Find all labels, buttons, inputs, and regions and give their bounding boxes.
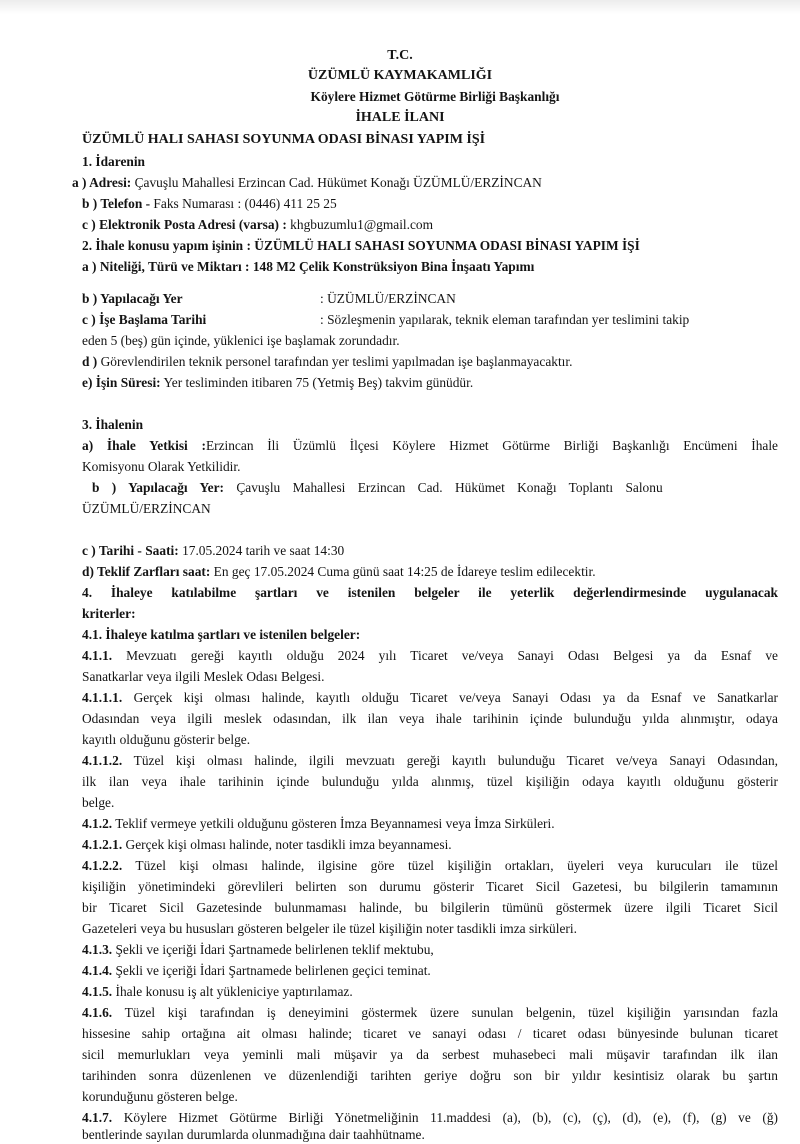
- s2-heading: 2. İhale konusu yapım işinin : ÜZÜMLÜ HALI SAHASI SOYUNMA ODASI BİNASI YAPIM İŞİ: [82, 238, 640, 253]
- p4111-line3: kayıtlı olduğunu gösterir belge.: [82, 732, 251, 747]
- p4122-line1: [82, 857, 778, 874]
- s3-heading: 3. İhalenin: [82, 417, 144, 432]
- p4111-line1: [82, 689, 778, 706]
- p4122-text: Tüzel kişi olması halinde, ilgisine göre tüzel kişiliğin ortakları, üyeleri veya kurucuları ile tüzel: [122, 858, 778, 873]
- s3-a-text: Erzincan İli Üzümlü İlçesi Köylere Hizmet Götürme Birliği Başkanlığı Encümeni İhale: [205, 438, 778, 453]
- p4121-line1: [82, 836, 452, 853]
- s3-a-line1: [82, 437, 778, 454]
- s3-b-line2: ÜZÜMLÜ/ERZİNCAN: [82, 501, 211, 516]
- s3-b-text: Çavuşlu Mahallesi Erzincan Cad. Hükümet Konağı Toplantı Salonu: [224, 480, 663, 495]
- scan-edge: [0, 0, 800, 14]
- s2-c-label: c ) İşe Başlama Tarihi: [82, 312, 207, 327]
- s3-a-label: a) İhale Yetkisi :: [82, 438, 206, 453]
- p414-text: Şekli ve içeriği İdari Şartnamede belirlenen geçici teminat.: [112, 963, 431, 978]
- p4112-text: Tüzel kişi olması halinde, ilgili mevzuatı gereği kayıtlı bulunduğu Ticaret ve/veya Sanayi Odasından,: [122, 753, 778, 768]
- s1-address: [72, 174, 542, 191]
- p4111-text: Gerçek kişi olması halinde, kayıtlı olduğu Ticaret ve/veya Sanayi Odası ya da Esnaf ve Sanatkarlar: [122, 690, 778, 705]
- s4-heading-line1: 4. İhaleye katılabilme şartları ve istenilen belgeler ile yeterlik değerlendirmesinde uygulanacak: [82, 585, 778, 600]
- s1-phone-label: b ) Telefon -: [82, 196, 151, 211]
- p4111-num: 4.1.1.1.: [82, 690, 123, 705]
- p416-line4: tarihinden sonra düzenlenen ve düzenlendiği tarihten geriye doğru son bir yıldır kesintisiz olarak bu şartın: [82, 1068, 778, 1083]
- header-kaymakamlik: ÜZÜMLÜ KAYMAKAMLIĞI: [307, 68, 493, 83]
- header-ilan: İHALE İLANI: [355, 110, 445, 125]
- p411-num: 4.1.1.: [82, 648, 113, 663]
- header-birlik: Köylere Hizmet Götürme Birliği Başkanlığı: [310, 89, 560, 104]
- header-tc: T.C.: [387, 48, 413, 63]
- p415-line1: [82, 983, 353, 1000]
- s3-b-label: b ) Yapılacağı Yer:: [92, 480, 225, 495]
- s1-email-value: khgbuzumlu1@gmail.com: [286, 217, 434, 232]
- s2-c-value: : Sözleşmenin yapılarak, teknik eleman tarafından yer teslimini takip: [320, 312, 690, 327]
- s2-c-cont: eden 5 (beş) gün içinde, yüklenici işe başlamak zorundadır.: [82, 333, 400, 348]
- s1-phone-value: Faks Numarası : (0446) 411 25 25: [150, 196, 337, 211]
- s1-phone: [82, 195, 337, 212]
- s3-a-line2: Komisyonu Olarak Yetkilidir.: [82, 459, 241, 474]
- s3-c-label: c ) Tarihi - Saati:: [82, 543, 179, 558]
- s2-e-value: Yer tesliminden itibaren 75 (Yetmiş Beş) takvim günüdür.: [160, 375, 474, 390]
- p412-line1: [82, 815, 555, 832]
- s2-d: [82, 353, 572, 370]
- p417-text: Köylere Hizmet Götürme Birliği Yönetmeliğinin 11.maddesi (a), (b), (c), (ç), (d), (e), (f), (g) ve (ğ): [112, 1110, 778, 1125]
- p416-line3: sicil memurlukları veya yeminli mali müşavir ya da serbest muhasebeci mali müşavir tarafından ilk ilan: [82, 1047, 778, 1062]
- document-title: ÜZÜMLÜ HALI SAHASI SOYUNMA ODASI BİNASI YAPIM İŞİ: [82, 132, 486, 147]
- s2-b-label: b ) Yapılacağı Yer: [82, 291, 183, 306]
- s3-d-value: En geç 17.05.2024 Cuma günü saat 14:25 de İdareye teslim edilecektir.: [210, 564, 596, 579]
- s2-e-label: e) İşin Süresi:: [82, 375, 161, 390]
- p413-line1: [82, 941, 434, 958]
- s1-address-label: a ) Adresi:: [72, 175, 132, 190]
- s2-d-label: d ): [82, 354, 98, 369]
- p411-line1: [82, 647, 778, 664]
- p4121-num: 4.1.2.1.: [82, 837, 123, 852]
- p415-text: İhale konusu iş alt yükleniciye yaptırılamaz.: [112, 984, 353, 999]
- p4122-num: 4.1.2.2.: [82, 858, 123, 873]
- s3-d-label: d) Teklif Zarfları saat:: [82, 564, 211, 579]
- p4112-line3: belge.: [82, 795, 115, 810]
- p4112-line1: [82, 752, 778, 769]
- p4112-num: 4.1.1.2.: [82, 753, 123, 768]
- s1-address-value: Çavuşlu Mahallesi Erzincan Cad. Hükümet Konağı ÜZÜMLÜ/ERZİNCAN: [131, 175, 542, 190]
- p411-line2: Sanatkarlar veya ilgili Meslek Odası Belgesi.: [82, 669, 325, 684]
- p415-num: 4.1.5.: [82, 984, 113, 999]
- p4122-line4: Gazeteleri veya bu hususları gösteren belgeler ile tüzel kişiliğin noter tasdikli imza sirküleri.: [82, 921, 577, 936]
- p411-text: Mevzuatı gereği kayıtlı olduğu 2024 yılı Ticaret ve/veya Sanayi Odası Belgesi ya da Esnaf ve: [112, 648, 778, 663]
- p416-line1: [82, 1004, 778, 1021]
- p416-line5: korunduğunu gösteren belge.: [82, 1089, 238, 1104]
- p4112-line2: ilk ilan veya ihale tarihinin içinde bulunduğu yılda alınmış, tüzel kişiliğin odaya kayıtlı olduğunu gösterir: [82, 774, 778, 789]
- p417-line2: bentlerinde sayılan durumlarda olunmadığına dair taahhütname.: [82, 1127, 425, 1142]
- s4-heading-line2: kriterler:: [82, 606, 136, 621]
- p417-num: 4.1.7.: [82, 1110, 113, 1125]
- s2-b-value: : ÜZÜMLÜ/ERZİNCAN: [320, 291, 456, 306]
- p416-line2: hissesine sahip ortağına ait olması halinde; ticaret ve sanayi odası / ticaret odası bünyesinde bulunan ticaret: [82, 1026, 778, 1041]
- s3-c: [82, 542, 344, 559]
- s3-c-value: 17.05.2024 tarih ve saat 14:30: [178, 543, 345, 558]
- p413-num: 4.1.3.: [82, 942, 113, 957]
- p4121-text: Gerçek kişi olması halinde, noter tasdikli imza beyannamesi.: [122, 837, 452, 852]
- s2-a: a ) Niteliği, Türü ve Miktarı : 148 M2 Çelik Konstrüksiyon Bina İnşaatı Yapımı: [82, 259, 535, 274]
- p412-text: Teklif vermeye yetkili olduğunu gösteren İmza Beyannamesi veya İmza Sirküleri.: [112, 816, 555, 831]
- p412-num: 4.1.2.: [82, 816, 113, 831]
- s2-e: [82, 374, 473, 391]
- s1-email-label: c ) Elektronik Posta Adresi (varsa) :: [82, 217, 287, 232]
- s3-d: [82, 563, 596, 580]
- s3-b-line1: [92, 479, 778, 496]
- s1-heading: 1. İdarenin: [82, 154, 146, 169]
- p417-line1: [82, 1109, 778, 1126]
- p4122-line3: bir Ticaret Sicil Gazetesinde bulunmaması halinde, bu bilgilerin tümünü göstermek üzere ilgili Ticaret Sicil: [82, 900, 778, 915]
- p4122-line2: kişiliğin yönetimindeki görevlileri belirten son durumu gösterir Ticaret Sicil Gazetesi, bu bilgilerin tamamının: [82, 879, 778, 894]
- s4-1-heading: 4.1. İhaleye katılma şartları ve istenilen belgeler:: [82, 627, 361, 642]
- s1-email: [82, 216, 433, 233]
- p416-num: 4.1.6.: [82, 1005, 113, 1020]
- p4111-line2: Odasından veya ilgili meslek odasından, ilk ilan veya ihale tarihinin içinde bulunduğu yılda alınmıştır, odaya: [82, 711, 778, 726]
- p416-text: Tüzel kişi tarafından iş deneyimini göstermek üzere sunulan belgenin, tüzel kişiliğin yarısından fazla: [112, 1005, 778, 1020]
- p414-num: 4.1.4.: [82, 963, 113, 978]
- s2-d-value: Görevlendirilen teknik personel tarafından yer teslimi yapılmadan işe başlanmayacaktır.: [97, 354, 573, 369]
- p414-line1: [82, 962, 431, 979]
- p413-text: Şekli ve içeriği İdari Şartnamede belirlenen teklif mektubu,: [112, 942, 434, 957]
